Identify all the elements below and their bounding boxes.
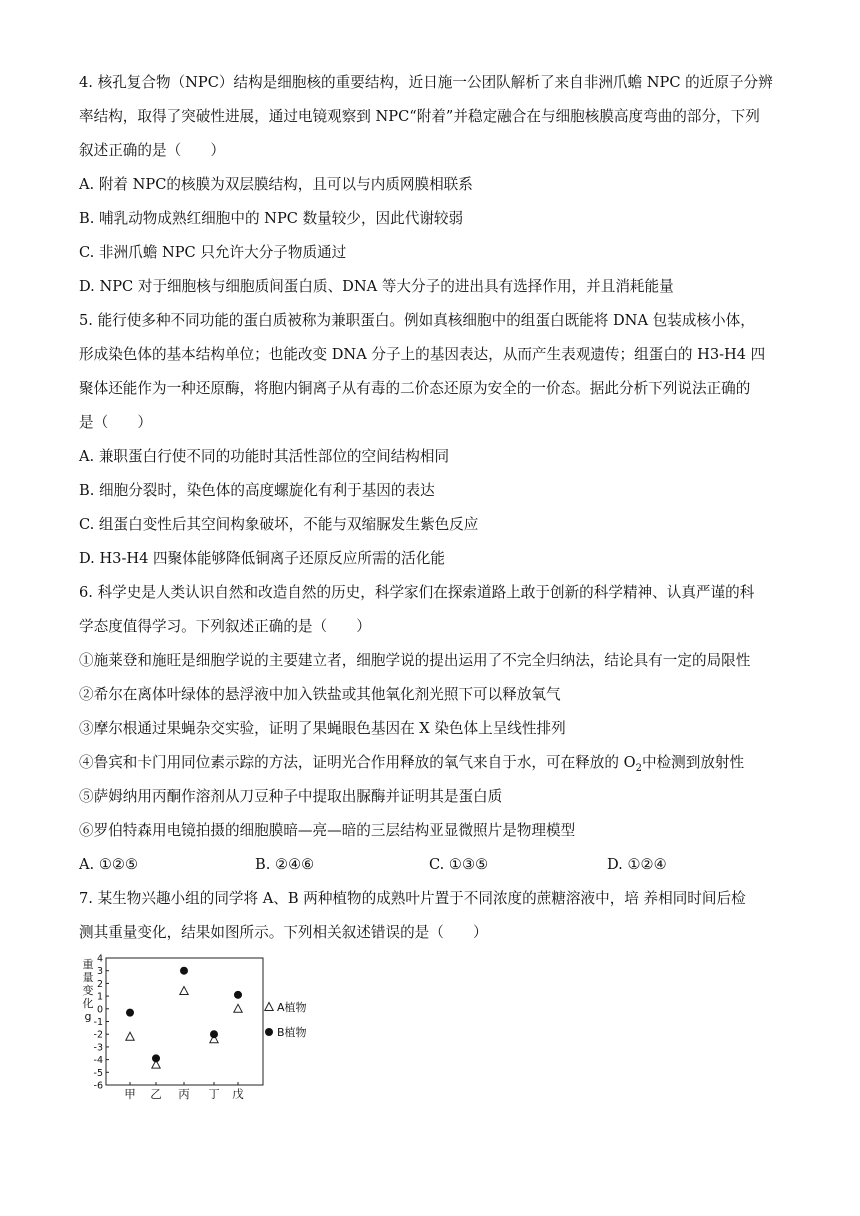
- q6-option-a[interactable]: A. ①②⑤: [79, 856, 139, 873]
- data-points: [126, 967, 242, 1068]
- q6-option-d[interactable]: D. ①②④: [607, 856, 667, 873]
- point-a-plant: [180, 987, 188, 995]
- q6-statement-4-tail: 中检测到放射性: [641, 754, 745, 771]
- x-tick-label: 乙: [150, 1087, 162, 1100]
- legend-b-label: B植物: [277, 1026, 307, 1039]
- q5-option-c[interactable]: C. 组蛋白变性后其空间构象破坏，不能与双缩脲发生紫色反应: [79, 516, 479, 533]
- q5-stem-line-4: 是（ ）: [79, 414, 152, 431]
- point-b-plant: [180, 967, 188, 975]
- legend-triangle-icon: [265, 1003, 273, 1011]
- q6-statement-5: ⑤萨姆纳用丙酮作溶剂从刀豆种子中提取出脲酶并证明其是蛋白质: [79, 788, 503, 805]
- q7-stem-line-1: 7. 某生物兴趣小组的同学将 A、B 两种植物的成熟叶片置于不同浓度的蔗糖溶液中，培 养相同时间后检: [79, 890, 746, 907]
- point-b-plant: [152, 1054, 160, 1062]
- y-tick-label: 2: [96, 978, 103, 990]
- y-tick-label: 1: [96, 991, 103, 1003]
- y-tick-label: -4: [93, 1055, 103, 1067]
- q5-stem-line-2: 形成染色体的基本结构单位；也能改变 DNA 分子上的基因表达，从而产生表观遗传；组蛋白的 H3-H4 四: [79, 346, 766, 363]
- q6-stem-line-2: 学态度值得学习。下列叙述正确的是（ ）: [79, 618, 371, 635]
- x-tick-label: 戊: [232, 1087, 244, 1100]
- q5-stem-line-3: 聚体还能作为一种还原酶，将胞内铜离子从有毒的二价态还原为安全的一价态。据此分析下列说法正确的: [79, 380, 751, 397]
- y-tick-label: 3: [96, 966, 103, 978]
- q7-stem-line-2: 测其重量变化，结果如图所示。下列相关叙述错误的是（ ）: [79, 924, 488, 941]
- plot-frame: [106, 958, 263, 1085]
- y-tick-label: -5: [93, 1067, 103, 1079]
- q4-option-b[interactable]: B. 哺乳动物成熟红细胞中的 NPC 数量较少，因此代谢较弱: [79, 210, 464, 227]
- y-tick-label: -3: [93, 1042, 103, 1054]
- y-label-char: 变: [82, 984, 94, 997]
- chart-legend: [265, 1000, 307, 1039]
- y-axis-label: [83, 957, 94, 1023]
- q4-option-d[interactable]: D. NPC 对于细胞核与细胞质间蛋白质、DNA 等大分子的进出具有选择作用，并且消耗能量: [79, 278, 674, 295]
- q5-stem-line-1: 5. 能行使多种不同功能的蛋白质被称为兼职蛋白。例如真核细胞中的组蛋白既能将 DNA 包装成核小体，: [79, 312, 755, 329]
- q4-stem-line-3: 叙述正确的是（ ）: [79, 142, 225, 159]
- y-tick-label: -2: [93, 1029, 103, 1041]
- y-tick-label: -1: [93, 1017, 103, 1028]
- point-b-plant: [126, 1009, 134, 1017]
- q5-option-d[interactable]: D. H3-H4 四聚体能够降低铜离子还原反应所需的活化能: [79, 550, 445, 567]
- q6-statement-6: ⑥罗伯特森用电镜拍摄的细胞膜暗—亮—暗的三层结构亚显微照片是物理模型: [79, 822, 576, 839]
- chart-svg: [76, 948, 346, 1100]
- q6-option-c[interactable]: C. ①③⑤: [429, 856, 489, 873]
- y-tick-label: -6: [93, 1080, 103, 1092]
- q6-statement-4: [79, 753, 744, 779]
- legend-a-label: A植物: [277, 1001, 307, 1014]
- q4-stem-line-1: 4. 核孔复合物（NPC）结构是细胞核的重要结构，近日施一公团队解析了来自非洲爪蟾 NPC 的近原子分辨: [79, 74, 773, 91]
- x-tick-label: 丁: [208, 1087, 220, 1100]
- y-label-char: 量: [82, 971, 94, 984]
- q4-option-a[interactable]: A. 附着 NPC的核膜为双层膜结构，且可以与内质网膜相联系: [79, 176, 473, 193]
- q6-option-b[interactable]: B. ②④⑥: [255, 856, 315, 873]
- q6-statement-2: ②希尔在离体叶绿体的悬浮液中加入铁盐或其他氧化剂光照下可以释放氧气: [79, 686, 561, 703]
- y-tick-label: 4: [96, 953, 103, 965]
- q6-statement-3: ③摩尔根通过果蝇杂交实验，证明了果蝇眼色基因在 X 染色体上呈线性排列: [79, 720, 566, 737]
- x-tick-label: 甲: [124, 1087, 136, 1100]
- y-tick-label: 0: [96, 1004, 103, 1016]
- y-axis-ticks: [94, 954, 109, 1092]
- point-b-plant: [234, 991, 242, 999]
- q4-stem-line-2: 率结构，取得了突破性进展，通过电镜观察到 NPC“附着”并稳定融合在与细胞核膜高度弯曲的部分，下列: [79, 108, 760, 125]
- point-b-plant: [210, 1030, 218, 1038]
- point-a-plant: [126, 1032, 134, 1040]
- q6-statement-4-text: ④鲁宾和卡门用同位素示踪的方法，证明光合作用释放的氧气来自于水，可在释放的 O: [79, 754, 636, 771]
- q4-option-c[interactable]: C. 非洲爪蟾 NPC 只允许大分子物质通过: [79, 244, 347, 261]
- legend-circle-icon: [265, 1028, 273, 1036]
- q5-option-b[interactable]: B. 细胞分裂时，染色体的高度螺旋化有利于基因的表达: [79, 482, 435, 499]
- q6-statement-1: ①施莱登和施旺是细胞学说的主要建立者，细胞学说的提出运用了不完全归纳法，结论具有一定的局限性: [79, 652, 751, 669]
- y-label-char: 化: [82, 997, 94, 1010]
- y-label-char: 重: [82, 958, 94, 971]
- q6-stem-line-1: 6. 科学史是人类认识自然和改造自然的历史，科学家们在探索道路上敢于创新的科学精神、认真严谨的科: [79, 584, 755, 601]
- y-label-char: g: [84, 1010, 92, 1023]
- x-tick-label: 丙: [178, 1087, 190, 1100]
- q6-statement-4-subscript: 2: [635, 762, 642, 774]
- q5-option-a[interactable]: A. 兼职蛋白行使不同的功能时其活性部位的空间结构相同: [79, 448, 450, 465]
- point-a-plant: [234, 1004, 242, 1012]
- weight-change-chart: [76, 948, 346, 1100]
